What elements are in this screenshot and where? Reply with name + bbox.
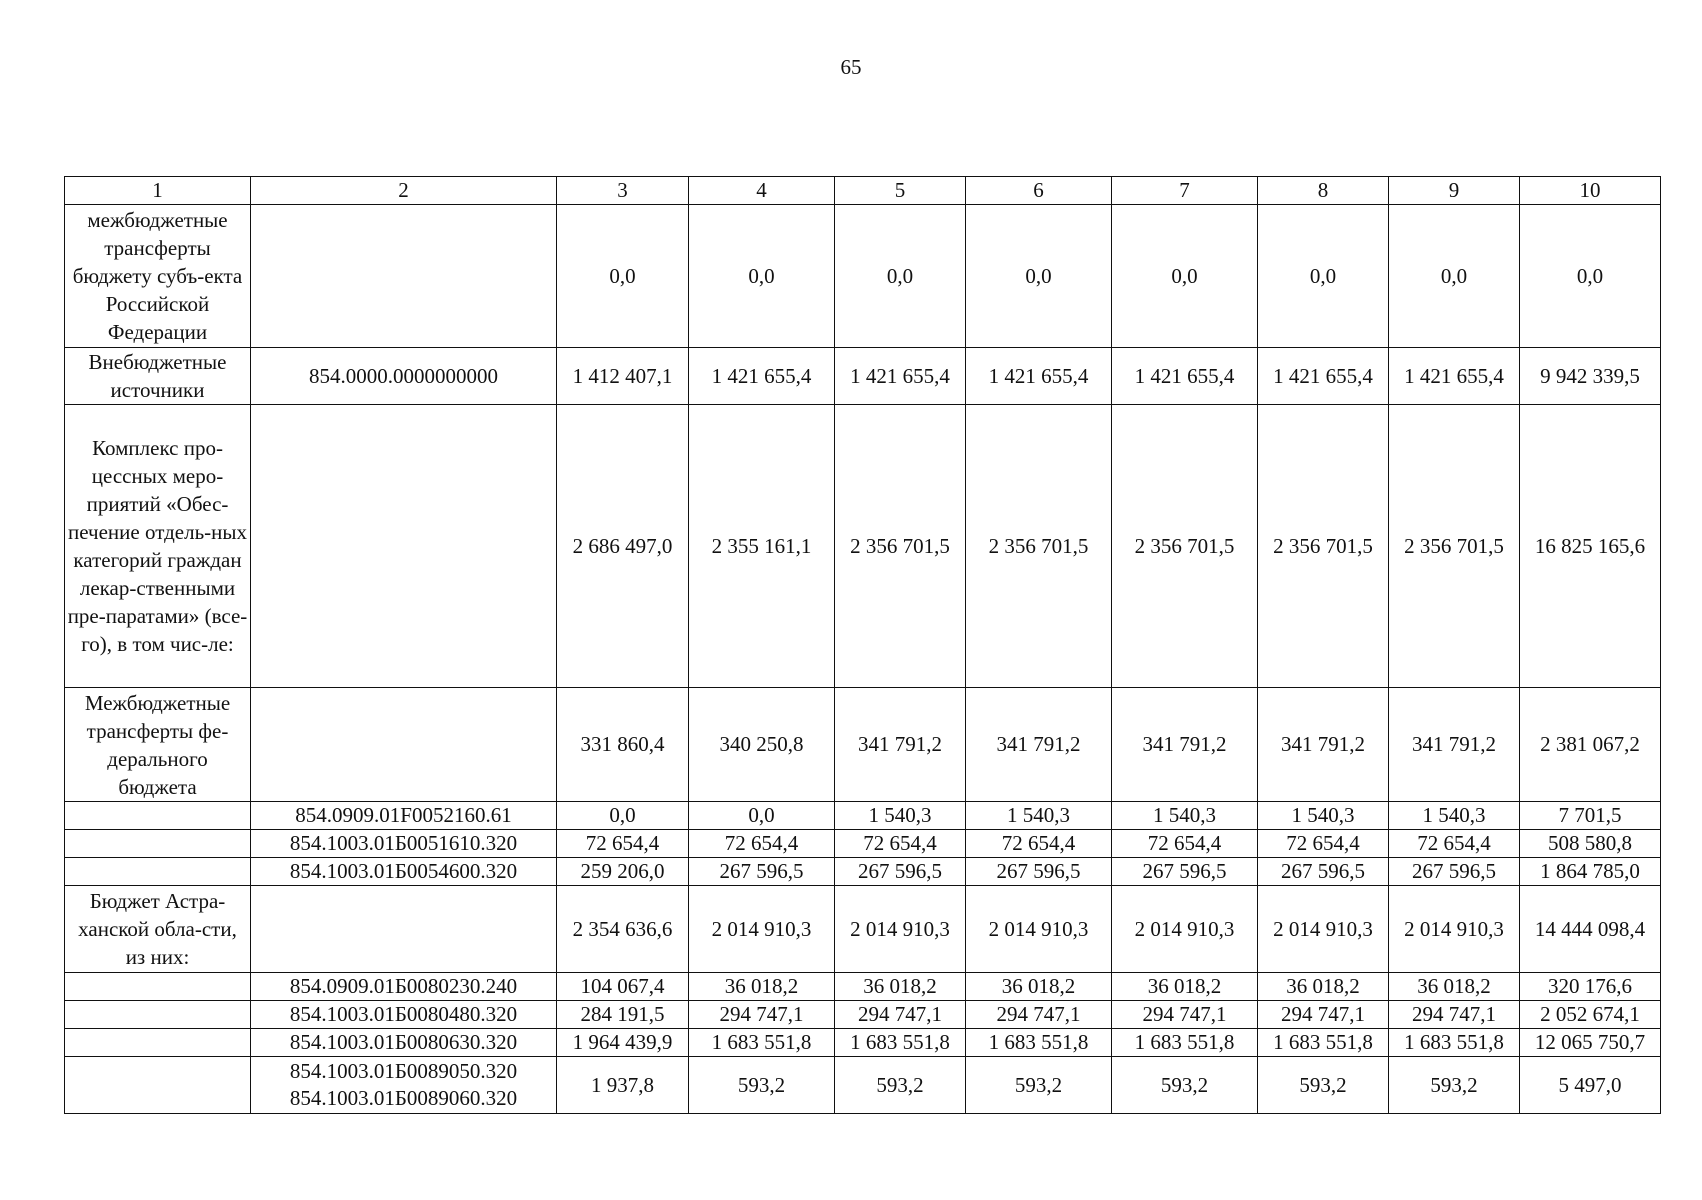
row-total: 0,0 bbox=[1520, 205, 1661, 348]
row-value: 0,0 bbox=[1112, 205, 1258, 348]
row-value: 72 654,4 bbox=[1389, 830, 1520, 858]
column-header: 10 bbox=[1520, 177, 1661, 205]
table-row bbox=[65, 1057, 1661, 1114]
row-total: 2 052 674,1 bbox=[1520, 1001, 1661, 1029]
header-row bbox=[65, 177, 1661, 205]
row-value: 593,2 bbox=[966, 1057, 1112, 1114]
row-code: 854.0909.01Б0080230.240 bbox=[251, 973, 557, 1001]
row-name: Комплекс про-цессных меро-приятий «Обес-печение отдель-ных категорий граждан лекар-ственными пре-паратами» (все-го), в том чис-ле: bbox=[65, 405, 251, 688]
row-total: 1 864 785,0 bbox=[1520, 858, 1661, 886]
row-value: 1 421 655,4 bbox=[689, 348, 835, 405]
budget-table bbox=[64, 176, 1661, 1114]
row-value: 72 654,4 bbox=[689, 830, 835, 858]
row-value: 1 421 655,4 bbox=[835, 348, 966, 405]
row-value: 593,2 bbox=[689, 1057, 835, 1114]
row-value: 104 067,4 bbox=[557, 973, 689, 1001]
row-name: Межбюджетные трансферты фе-дерального бюджета bbox=[65, 688, 251, 802]
row-value: 294 747,1 bbox=[1112, 1001, 1258, 1029]
row-total: 508 580,8 bbox=[1520, 830, 1661, 858]
row-value: 72 654,4 bbox=[966, 830, 1112, 858]
row-value: 341 791,2 bbox=[966, 688, 1112, 802]
row-value: 593,2 bbox=[835, 1057, 966, 1114]
row-code bbox=[251, 1057, 557, 1114]
row-name bbox=[65, 973, 251, 1001]
row-name: Бюджет Астра-ханской обла-сти, из них: bbox=[65, 886, 251, 973]
row-name bbox=[65, 1057, 251, 1114]
row-value: 1 937,8 bbox=[557, 1057, 689, 1114]
row-value: 1 421 655,4 bbox=[1258, 348, 1389, 405]
row-value: 72 654,4 bbox=[1112, 830, 1258, 858]
row-value: 1 421 655,4 bbox=[966, 348, 1112, 405]
row-code: 854.1003.01Б0051610.320 bbox=[251, 830, 557, 858]
row-value: 1 421 655,4 bbox=[1112, 348, 1258, 405]
row-value: 36 018,2 bbox=[1389, 973, 1520, 1001]
column-header: 6 bbox=[966, 177, 1112, 205]
row-value: 267 596,5 bbox=[689, 858, 835, 886]
row-code bbox=[251, 886, 557, 973]
row-value: 2 356 701,5 bbox=[1258, 405, 1389, 688]
row-value: 72 654,4 bbox=[557, 830, 689, 858]
row-value: 1 683 551,8 bbox=[966, 1029, 1112, 1057]
row-total: 14 444 098,4 bbox=[1520, 886, 1661, 973]
row-value: 0,0 bbox=[966, 205, 1112, 348]
row-value: 1 421 655,4 bbox=[1389, 348, 1520, 405]
row-value: 259 206,0 bbox=[557, 858, 689, 886]
row-value: 284 191,5 bbox=[557, 1001, 689, 1029]
row-value: 341 791,2 bbox=[1112, 688, 1258, 802]
row-value: 1 540,3 bbox=[835, 802, 966, 830]
row-value: 267 596,5 bbox=[1112, 858, 1258, 886]
row-value: 0,0 bbox=[835, 205, 966, 348]
row-name: Внебюджетные источники bbox=[65, 348, 251, 405]
column-header: 4 bbox=[689, 177, 835, 205]
table-row bbox=[65, 405, 1661, 688]
row-code: 854.1003.01Б0080630.320 bbox=[251, 1029, 557, 1057]
page-number: 65 bbox=[840, 55, 862, 79]
row-name bbox=[65, 830, 251, 858]
row-code bbox=[251, 405, 557, 688]
row-total: 5 497,0 bbox=[1520, 1057, 1661, 1114]
row-value: 0,0 bbox=[557, 205, 689, 348]
row-value: 1 683 551,8 bbox=[689, 1029, 835, 1057]
row-value: 294 747,1 bbox=[1258, 1001, 1389, 1029]
row-value: 1 683 551,8 bbox=[1112, 1029, 1258, 1057]
row-name bbox=[65, 1029, 251, 1057]
row-value: 2 356 701,5 bbox=[1112, 405, 1258, 688]
table-row bbox=[65, 348, 1661, 405]
row-value: 0,0 bbox=[1258, 205, 1389, 348]
row-code bbox=[251, 205, 557, 348]
row-value: 0,0 bbox=[689, 802, 835, 830]
row-value: 36 018,2 bbox=[1258, 973, 1389, 1001]
row-value: 593,2 bbox=[1389, 1057, 1520, 1114]
row-value: 2 014 910,3 bbox=[1258, 886, 1389, 973]
row-value: 2 356 701,5 bbox=[1389, 405, 1520, 688]
row-value: 2 356 701,5 bbox=[835, 405, 966, 688]
table-row bbox=[65, 802, 1661, 830]
row-value: 1 540,3 bbox=[1112, 802, 1258, 830]
row-value: 0,0 bbox=[689, 205, 835, 348]
row-value: 341 791,2 bbox=[1389, 688, 1520, 802]
table-row bbox=[65, 830, 1661, 858]
table-row bbox=[65, 1001, 1661, 1029]
row-value: 2 014 910,3 bbox=[689, 886, 835, 973]
row-name bbox=[65, 802, 251, 830]
row-name: межбюджетные трансферты бюджету субъ-екта Российской Федерации bbox=[65, 205, 251, 348]
row-value: 294 747,1 bbox=[835, 1001, 966, 1029]
row-total: 12 065 750,7 bbox=[1520, 1029, 1661, 1057]
row-value: 36 018,2 bbox=[835, 973, 966, 1001]
table-row bbox=[65, 886, 1661, 973]
row-value: 1 683 551,8 bbox=[835, 1029, 966, 1057]
row-value: 72 654,4 bbox=[835, 830, 966, 858]
row-total: 7 701,5 bbox=[1520, 802, 1661, 830]
row-value: 2 354 636,6 bbox=[557, 886, 689, 973]
column-header: 9 bbox=[1389, 177, 1520, 205]
row-value: 72 654,4 bbox=[1258, 830, 1389, 858]
row-value: 36 018,2 bbox=[689, 973, 835, 1001]
row-value: 267 596,5 bbox=[1389, 858, 1520, 886]
row-value: 1 540,3 bbox=[1389, 802, 1520, 830]
row-value: 294 747,1 bbox=[966, 1001, 1112, 1029]
row-code-line: 854.1003.01Б0089050.320 bbox=[289, 1059, 518, 1083]
row-name bbox=[65, 858, 251, 886]
row-value: 1 540,3 bbox=[1258, 802, 1389, 830]
row-value: 267 596,5 bbox=[835, 858, 966, 886]
row-value: 267 596,5 bbox=[1258, 858, 1389, 886]
column-header: 1 bbox=[65, 177, 251, 205]
table-row bbox=[65, 688, 1661, 802]
row-total: 9 942 339,5 bbox=[1520, 348, 1661, 405]
row-value: 1 412 407,1 bbox=[557, 348, 689, 405]
row-code: 854.1003.01Б0080480.320 bbox=[251, 1001, 557, 1029]
row-total: 320 176,6 bbox=[1520, 973, 1661, 1001]
row-value: 2 355 161,1 bbox=[689, 405, 835, 688]
row-value: 593,2 bbox=[1258, 1057, 1389, 1114]
row-value: 340 250,8 bbox=[689, 688, 835, 802]
row-value: 2 014 910,3 bbox=[835, 886, 966, 973]
row-name bbox=[65, 1001, 251, 1029]
table-row bbox=[65, 205, 1661, 348]
row-value: 2 014 910,3 bbox=[1112, 886, 1258, 973]
row-value: 2 014 910,3 bbox=[966, 886, 1112, 973]
column-header: 2 bbox=[251, 177, 557, 205]
row-value: 36 018,2 bbox=[1112, 973, 1258, 1001]
row-total: 16 825 165,6 bbox=[1520, 405, 1661, 688]
row-value: 1 683 551,8 bbox=[1389, 1029, 1520, 1057]
column-header: 7 bbox=[1112, 177, 1258, 205]
column-header: 3 bbox=[557, 177, 689, 205]
table-row bbox=[65, 1029, 1661, 1057]
row-value: 341 791,2 bbox=[1258, 688, 1389, 802]
row-value: 0,0 bbox=[1389, 205, 1520, 348]
row-value: 294 747,1 bbox=[1389, 1001, 1520, 1029]
row-total: 2 381 067,2 bbox=[1520, 688, 1661, 802]
row-code: 854.0000.0000000000 bbox=[251, 348, 557, 405]
row-value: 36 018,2 bbox=[966, 973, 1112, 1001]
row-value: 593,2 bbox=[1112, 1057, 1258, 1114]
row-value: 267 596,5 bbox=[966, 858, 1112, 886]
row-value: 1 964 439,9 bbox=[557, 1029, 689, 1057]
column-header: 8 bbox=[1258, 177, 1389, 205]
row-value: 1 683 551,8 bbox=[1258, 1029, 1389, 1057]
row-code bbox=[251, 688, 557, 802]
table-row bbox=[65, 858, 1661, 886]
row-value: 2 356 701,5 bbox=[966, 405, 1112, 688]
row-value: 2 014 910,3 bbox=[1389, 886, 1520, 973]
row-code-line: 854.1003.01Б0089060.320 bbox=[289, 1086, 518, 1110]
row-value: 331 860,4 bbox=[557, 688, 689, 802]
table-row bbox=[65, 973, 1661, 1001]
row-value: 294 747,1 bbox=[689, 1001, 835, 1029]
row-code: 854.1003.01Б0054600.320 bbox=[251, 858, 557, 886]
row-value: 2 686 497,0 bbox=[557, 405, 689, 688]
column-header: 5 bbox=[835, 177, 966, 205]
row-value: 341 791,2 bbox=[835, 688, 966, 802]
row-value: 1 540,3 bbox=[966, 802, 1112, 830]
row-value: 0,0 bbox=[557, 802, 689, 830]
row-code: 854.0909.01F0052160.61 bbox=[251, 802, 557, 830]
